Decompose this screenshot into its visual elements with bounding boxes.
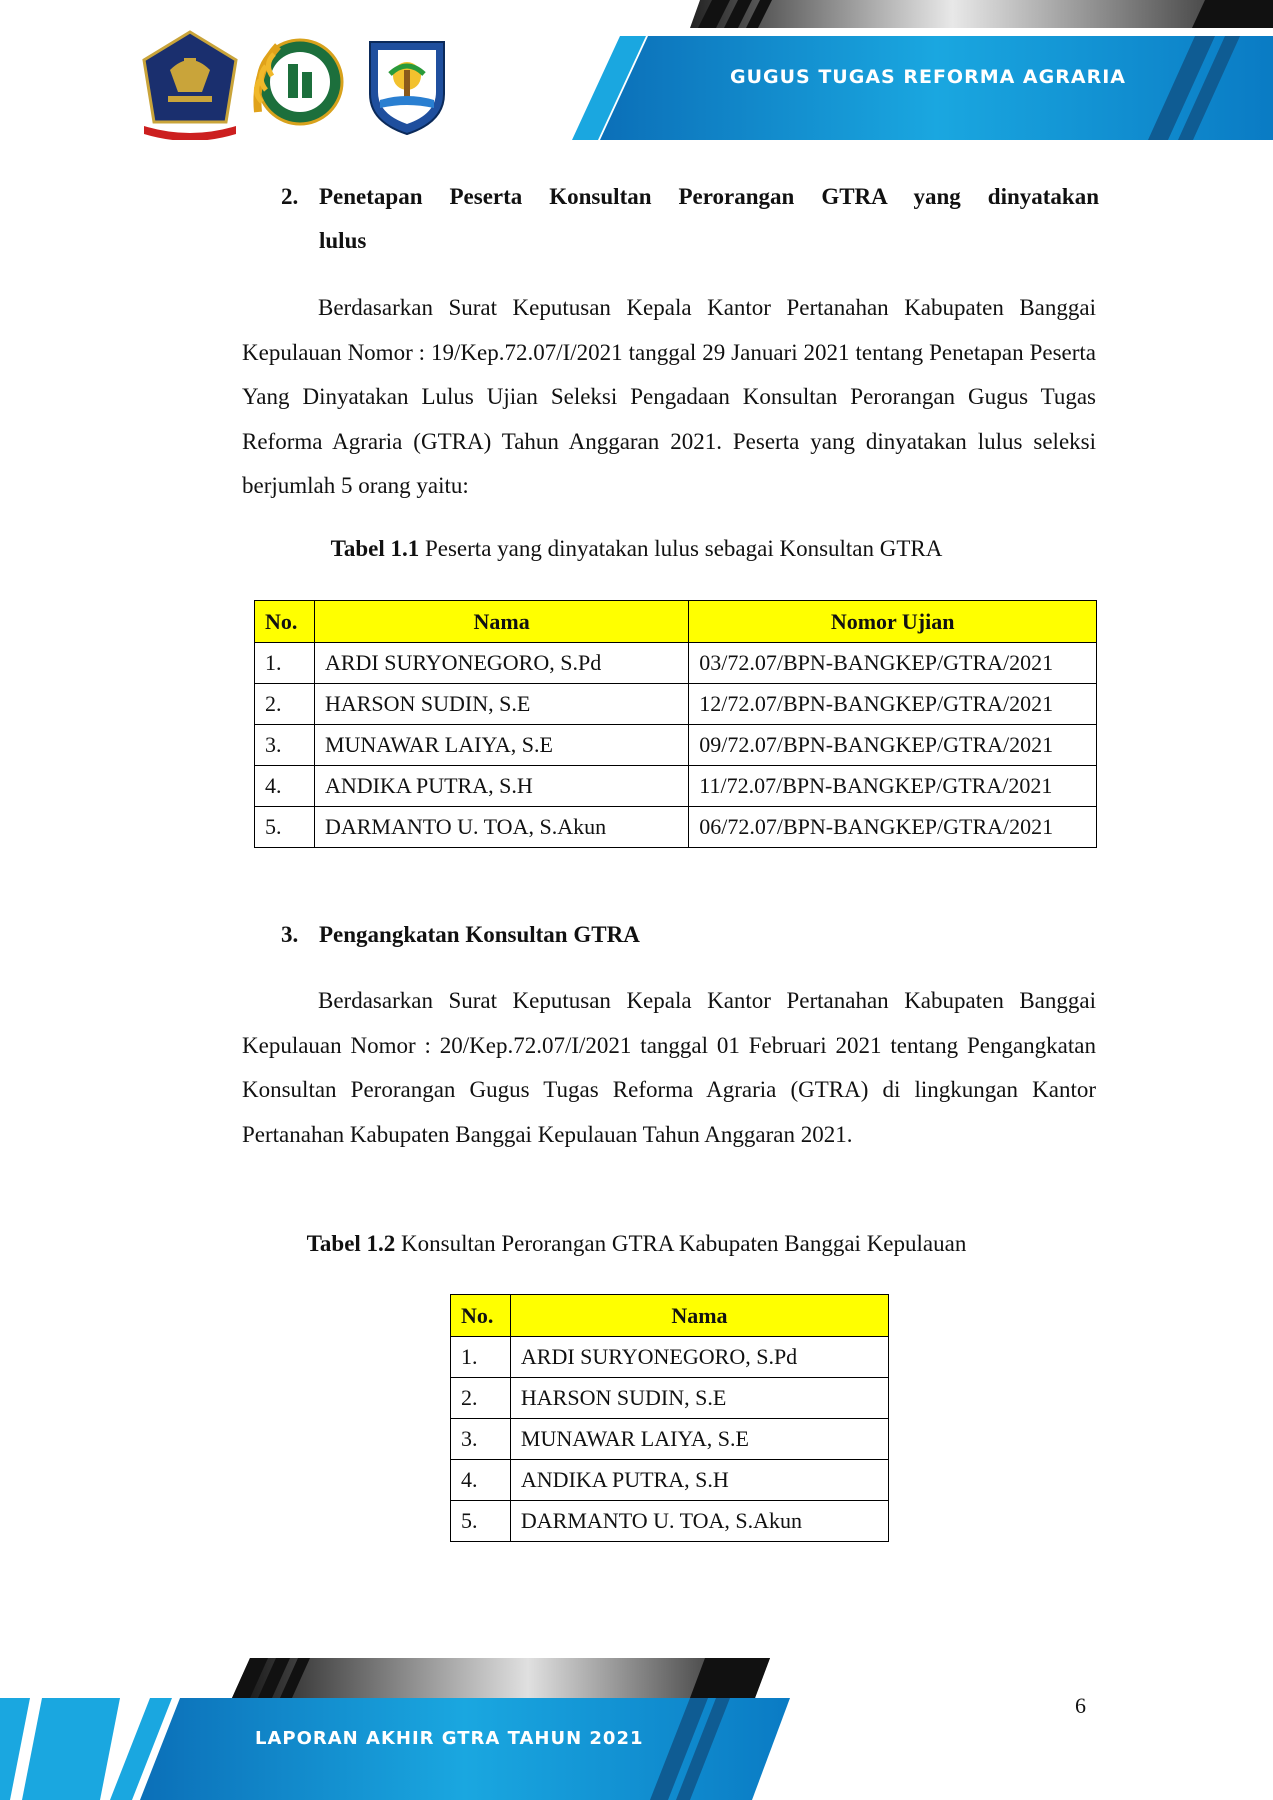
cell-no: 5.	[451, 1501, 511, 1542]
cell-nomor-ujian: 11/72.07/BPN-BANGKEP/GTRA/2021	[689, 766, 1097, 807]
table-2	[450, 1294, 889, 1542]
footer-title: LAPORAN AKHIR GTRA TAHUN 2021	[255, 1728, 644, 1749]
page-number: 6	[1075, 1693, 1086, 1718]
section-2-title-line2: lulus	[319, 228, 367, 253]
section-2-paragraph: Berdasarkan Surat Keputusan Kepala Kantor Pertanahan Kabupaten Banggai Kepulauan Nomor : 19/Kep.72.07/I/2021 tanggal 29 Januari 2021 tentang Penetapan Peserta Yang Dinyatakan Lulus Ujian Seleksi Pengadaan Konsultan Perorangan Gugus Tugas Reforma Agraria (GTRA) Tahun Anggaran 2021. Peserta yang dinyatakan lulus seleksi berjumlah 5 orang yaitu:	[242, 295, 1096, 498]
cell-no: 1.	[451, 1337, 511, 1378]
table-1	[254, 600, 1097, 848]
cell-nomor-ujian: 06/72.07/BPN-BANGKEP/GTRA/2021	[689, 807, 1097, 848]
gtra-pusat-logo-icon	[140, 30, 240, 140]
header-title: GUGUS TUGAS REFORMA AGRARIA	[730, 66, 1126, 88]
table-1-caption-label: Tabel 1.1	[330, 536, 420, 561]
cell-nama: DARMANTO U. TOA, S.Akun	[510, 1501, 888, 1542]
table-header-row	[255, 601, 1097, 643]
cell-no: 4.	[255, 766, 315, 807]
cell-nama: MUNAWAR LAIYA, S.E	[510, 1419, 888, 1460]
cell-nama: HARSON SUDIN, S.E	[510, 1378, 888, 1419]
table-row	[255, 807, 1097, 848]
table-row	[255, 684, 1097, 725]
cell-nama: MUNAWAR LAIYA, S.E	[314, 725, 688, 766]
cell-nama: ANDIKA PUTRA, S.H	[510, 1460, 888, 1501]
table-row	[451, 1501, 889, 1542]
footer-banner	[0, 1650, 1273, 1800]
section-3-paragraph: Berdasarkan Surat Keputusan Kepala Kantor Pertanahan Kabupaten Banggai Kepulauan Nomor : 20/Kep.72.07/I/2021 tanggal 01 Februari 2021 tentang Pengangkatan Konsultan Perorangan Gugus Tugas Reforma Agraria (GTRA) di lingkungan Kantor Pertanahan Kabupaten Banggai Kepulauan Tahun Anggaran 2021.	[242, 988, 1096, 1147]
cell-nomor-ujian: 12/72.07/BPN-BANGKEP/GTRA/2021	[689, 684, 1097, 725]
table-2-caption	[0, 1231, 1273, 1257]
cell-nomor-ujian: 03/72.07/BPN-BANGKEP/GTRA/2021	[689, 643, 1097, 684]
cell-no: 3.	[451, 1419, 511, 1460]
section-2-title-line1: Penetapan Peserta Konsultan Perorangan GTRA yang dinyatakan	[319, 184, 1099, 209]
table-row	[451, 1419, 889, 1460]
column-header-nama: Nama	[510, 1295, 888, 1337]
cell-nama: ARDI SURYONEGORO, S.Pd	[510, 1337, 888, 1378]
section-3-title: Pengangkatan Konsultan GTRA	[319, 922, 640, 947]
regional-emblem-icon	[364, 36, 450, 136]
column-header-nama: Nama	[314, 601, 688, 643]
cell-nama: HARSON SUDIN, S.E	[314, 684, 688, 725]
column-header-no: No.	[255, 601, 315, 643]
cell-no: 3.	[255, 725, 315, 766]
table-2-caption-text: Konsultan Perorangan GTRA Kabupaten Banggai Kepulauan	[395, 1231, 967, 1256]
cell-nama: ARDI SURYONEGORO, S.Pd	[314, 643, 688, 684]
cell-nama: ANDIKA PUTRA, S.H	[314, 766, 688, 807]
table-row	[255, 643, 1097, 684]
table-row	[255, 725, 1097, 766]
cell-no: 4.	[451, 1460, 511, 1501]
section-3-number: 3.	[281, 922, 299, 947]
column-header-no: No.	[451, 1295, 511, 1337]
cell-nama: DARMANTO U. TOA, S.Akun	[314, 807, 688, 848]
column-header-nomor-ujian: Nomor Ujian	[689, 601, 1097, 643]
table-row	[451, 1337, 889, 1378]
table-2-caption-label: Tabel 1.2	[306, 1231, 396, 1256]
table-1-caption-text: Peserta yang dinyatakan lulus sebagai Konsultan GTRA	[419, 536, 943, 561]
table-row	[451, 1460, 889, 1501]
cell-no: 5.	[255, 807, 315, 848]
atr-bpn-logo-icon	[248, 32, 348, 132]
cell-nomor-ujian: 09/72.07/BPN-BANGKEP/GTRA/2021	[689, 725, 1097, 766]
table-header-row	[451, 1295, 889, 1337]
section-2-number: 2.	[281, 184, 299, 209]
cell-no: 2.	[255, 684, 315, 725]
cell-no: 2.	[451, 1378, 511, 1419]
table-row	[451, 1378, 889, 1419]
table-row	[255, 766, 1097, 807]
cell-no: 1.	[255, 643, 315, 684]
table-1-caption	[0, 536, 1273, 562]
